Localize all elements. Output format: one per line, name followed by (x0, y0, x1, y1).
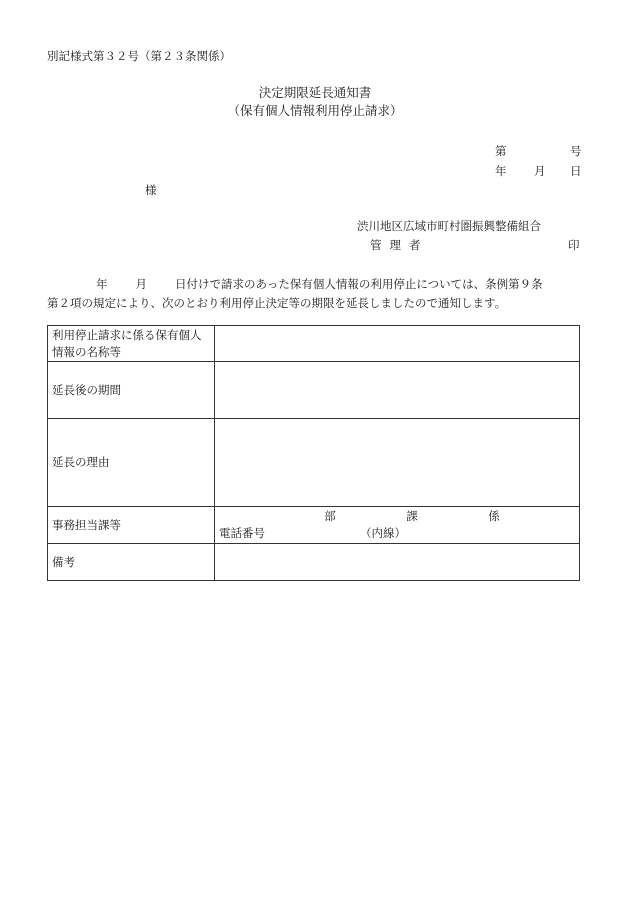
extension-label: （内線） (360, 526, 406, 540)
value-remarks[interactable] (215, 544, 580, 581)
label-info-name: 利用停止請求に係る保有個人情報の名称等 (48, 326, 215, 362)
sender-organization: 渋川地区広域市町村圏振興整備組合 (357, 219, 541, 233)
dept-label: 部 (324, 509, 336, 523)
label-extension-reason: 延長の理由 (48, 419, 215, 507)
label-office: 事務担当課等 (48, 507, 215, 544)
date-day: 日 (570, 164, 582, 178)
body-year: 年 (96, 277, 108, 291)
date-year: 年 (495, 164, 507, 178)
addressee-honorific: 様 (145, 183, 157, 197)
body-line1-rest: 日付けで請求のあった保有個人情報の利用停止については、条例第９条 (175, 277, 543, 291)
body-line-2: 第２項の規定により、次のとおり利用停止決定等の期限を延長しましたので通知します。 (47, 296, 507, 310)
label-remarks: 備考 (48, 544, 215, 581)
label-extended-period: 延長後の期間 (48, 362, 215, 419)
department-line (219, 508, 575, 525)
section-label: 課 (406, 509, 418, 523)
phone-label: 電話番号 (219, 526, 265, 540)
number-suffix: 号 (570, 144, 582, 158)
table-row-remarks (48, 544, 580, 581)
extension-details-table (47, 325, 580, 581)
sender-admin: 管理者 (370, 238, 429, 252)
phone-line (219, 525, 575, 542)
number-prefix: 第 (495, 144, 507, 158)
document-title: 決定期限延長通知書 (258, 85, 372, 100)
date-month: 月 (534, 164, 546, 178)
subsection-label: 係 (488, 509, 500, 523)
value-office[interactable] (215, 507, 580, 544)
value-info-name[interactable] (215, 326, 580, 362)
value-extended-period[interactable] (215, 362, 580, 419)
value-extension-reason[interactable] (215, 419, 580, 507)
notice-body (47, 275, 582, 313)
body-line-1 (47, 275, 582, 294)
document-subtitle: （保有個人情報利用停止請求） (227, 103, 403, 118)
table-row-period (48, 362, 580, 419)
table-row-name (48, 326, 580, 362)
table-row-reason (48, 419, 580, 507)
body-month: 月 (135, 277, 147, 291)
table-row-office (48, 507, 580, 544)
form-number: 別記様式第３２号（第２３条関係） (47, 49, 231, 63)
seal-mark: 印 (568, 238, 580, 252)
